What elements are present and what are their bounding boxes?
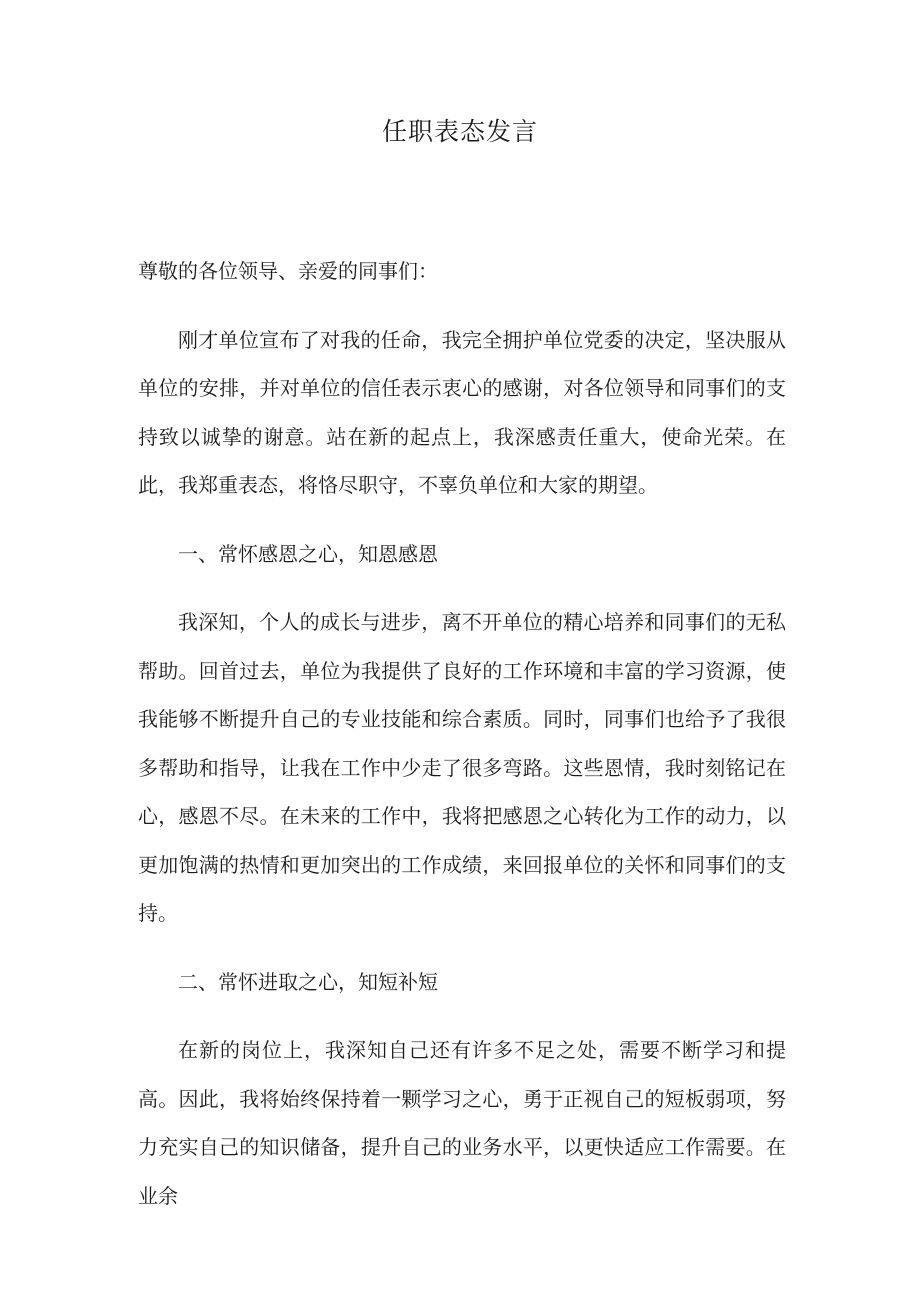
- document-title: 任职表态发言: [381, 117, 538, 146]
- section-heading-1: 一、常怀感恩之心，知恩感恩: [178, 541, 438, 566]
- paragraph-gratitude: 我深知，个人的成长与进步，离不开单位的精心培养和同事们的无私帮助。回首过去，单位为我提供了良好的工作环境和丰富的学习资源，使我能够不断提升自己的专业技能和综合素质。同时，同事们也给予了我很多帮助和指导，让我在工作中少走了很多弯路。这些恩情，我时刻铭记在心，感恩不尽。在未来的工作中，我将把感恩之心转化为工作的动力，以更加饱满的热情和更加突出的工作成绩，来回报单位的关怀和同事们的支持。: [138, 610, 786, 925]
- salutation: 尊敬的各位领导、亲爱的同事们：: [138, 259, 438, 283]
- document-body: [138, 247, 786, 1220]
- paragraph-intro: 刚才单位宣布了对我的任命，我完全拥护单位党委的决定，坚决服从单位的安排，并对单位的信任表示衷心的感谢，对各位领导和同事们的支持致以诚挚的谢意。站在新的起点上，我深感责任重大，使命光荣。在此，我郑重表态，将恪尽职守，不辜负单位和大家的期望。: [138, 327, 786, 497]
- section-heading-2: 二、常怀进取之心，知短补短: [178, 969, 438, 994]
- paragraph-progress: 在新的岗位上，我深知自己还有许多不足之处，需要不断学习和提高。因此，我将始终保持着一颗学习之心，勇于正视自己的短板弱项，努力充实自己的知识储备，提升自己的业务水平，以更快适应工作需要。在业余: [138, 1038, 786, 1208]
